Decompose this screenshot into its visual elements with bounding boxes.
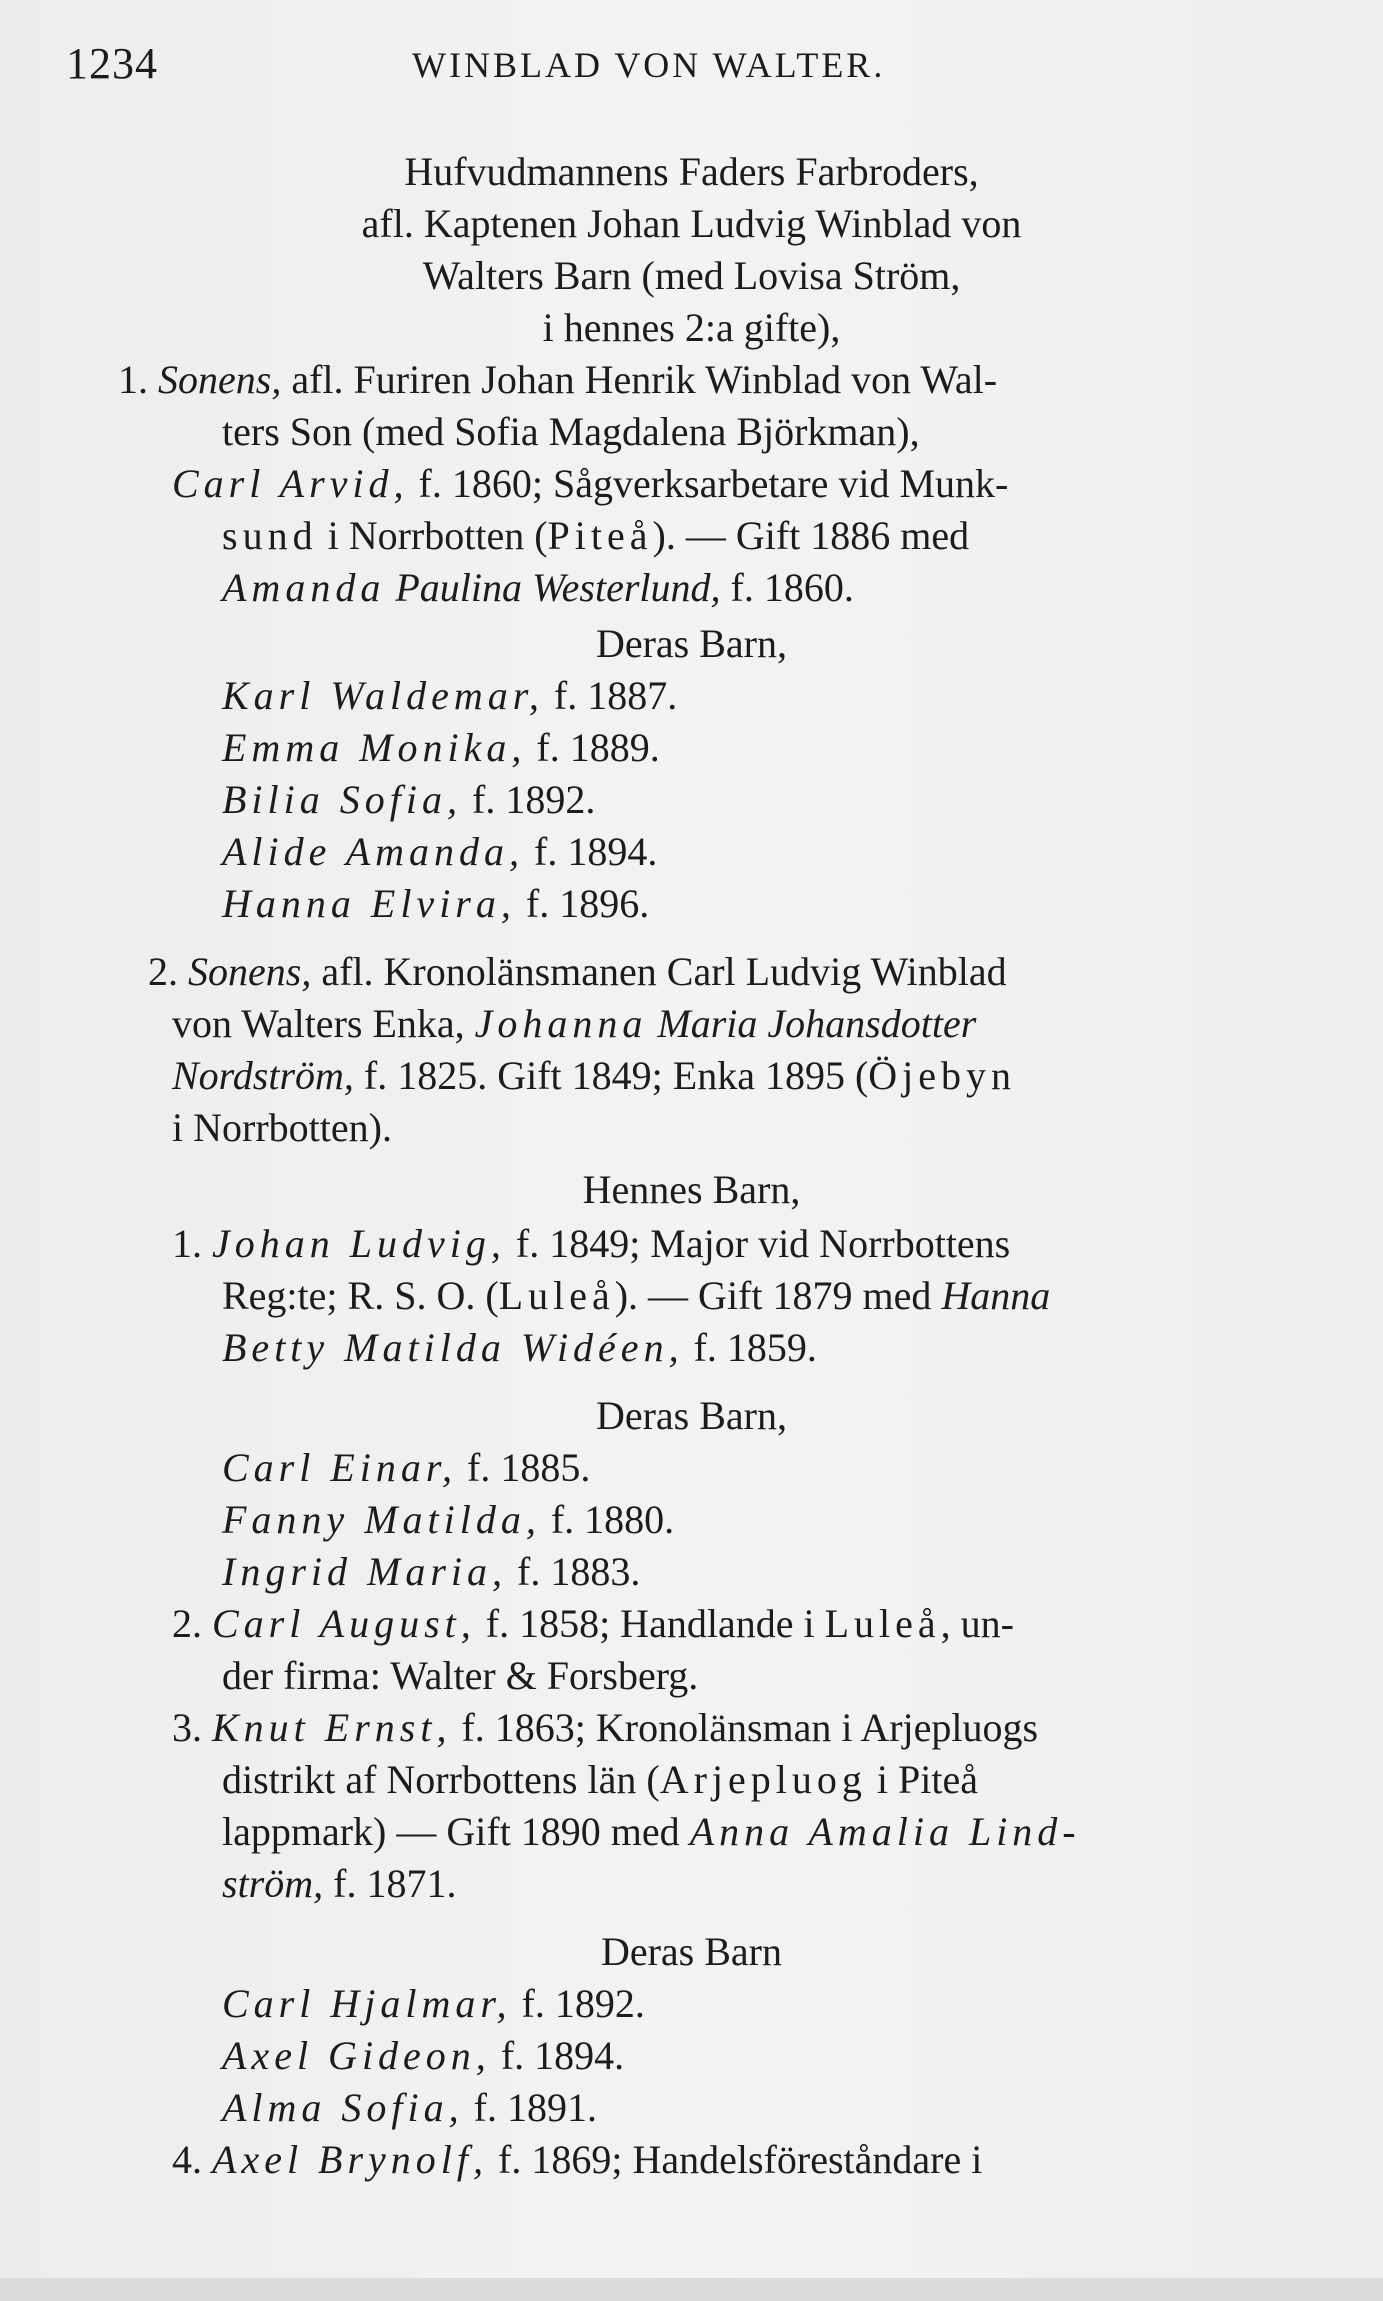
entry-line bbox=[222, 564, 854, 612]
entry-line bbox=[172, 2136, 982, 2184]
child-line bbox=[222, 1980, 645, 2028]
entry-text: f. 1883. bbox=[507, 1549, 641, 1594]
person-name: Johanna bbox=[474, 1001, 648, 1046]
page-number: 1234 bbox=[66, 39, 158, 88]
person-name: Bilia Sofia, bbox=[222, 777, 462, 822]
intro-line: Hufvudmannens Faders Farbroders, bbox=[404, 149, 979, 194]
entry-line bbox=[222, 1272, 1050, 1320]
entry-text: afl. Furiren Johan Henrik Winblad von Wal- bbox=[281, 357, 998, 402]
place-name: Öjebyn bbox=[868, 1053, 1017, 1098]
intro-line: i hennes 2:a gifte), bbox=[542, 305, 841, 350]
person-name: Betty Matilda Widéen, bbox=[222, 1325, 684, 1370]
entry-text: i Piteå bbox=[866, 1757, 978, 1802]
entry-text: f. 1849; Major vid Norrbottens bbox=[505, 1221, 1011, 1266]
entry-role: Sonens, bbox=[158, 357, 282, 402]
entry-number: 2. bbox=[172, 1601, 202, 1646]
person-name: Carl Einar, bbox=[222, 1445, 458, 1490]
entry-line: der firma: Walter & Forsberg. bbox=[222, 1653, 699, 1698]
scan-bottom-edge bbox=[0, 2278, 1383, 2301]
running-head: WINBLAD VON WALTER. bbox=[412, 45, 886, 85]
child-line bbox=[222, 724, 660, 772]
entry-text: lappmark) — Gift 1890 med bbox=[222, 1809, 690, 1854]
entry-text: distrikt af Norrbottens län ( bbox=[222, 1757, 660, 1802]
entry-text: f. 1892. bbox=[462, 777, 596, 822]
entry-text: f. 1871. bbox=[323, 1861, 457, 1906]
entry-text: von Walters Enka, bbox=[172, 1001, 475, 1046]
entry-text: f. 1891. bbox=[463, 2085, 597, 2130]
person-name: Knut Ernst, bbox=[212, 1705, 452, 1750]
place-name: Luleå bbox=[498, 1273, 615, 1318]
person-name: Nordström, bbox=[172, 1053, 354, 1098]
entry-number: 4. bbox=[172, 2137, 202, 2182]
child-line bbox=[222, 828, 657, 876]
person-name: Hanna Elvira, bbox=[222, 881, 516, 926]
entry-text: i Norrbotten ( bbox=[317, 513, 548, 558]
page-header bbox=[66, 38, 1317, 98]
person-name: Ingrid Maria, bbox=[222, 1549, 507, 1594]
child-line bbox=[222, 880, 649, 928]
entry-text: f. 1863; Kronolänsman i Arjepluogs bbox=[451, 1705, 1039, 1750]
child-line bbox=[222, 1548, 640, 1596]
person-name: Maria Johansdotter bbox=[647, 1001, 977, 1046]
entry-text: f. 1869; Handelsföreståndare i bbox=[488, 2137, 983, 2182]
place-name: Arjepluog bbox=[659, 1757, 867, 1802]
child-line bbox=[222, 2084, 597, 2132]
person-name: Emma Monika, bbox=[222, 725, 527, 770]
entry-line bbox=[172, 1600, 1014, 1648]
child-line bbox=[222, 1444, 590, 1492]
entry-text: f. 1887. bbox=[543, 673, 678, 718]
person-name: Johan Ludvig, bbox=[212, 1221, 506, 1266]
entry-text: f. 1880. bbox=[540, 1497, 675, 1542]
person-name: Carl Hjalmar, bbox=[222, 1981, 512, 2026]
person-name: Karl Waldemar, bbox=[222, 673, 544, 718]
entry-line bbox=[222, 512, 969, 560]
entry-text: f. 1889. bbox=[526, 725, 660, 770]
entry-text: Reg:te; R. S. O. ( bbox=[222, 1273, 499, 1318]
person-name: Axel Brynolf, bbox=[212, 2137, 489, 2182]
person-name: Amanda bbox=[222, 565, 386, 610]
entry-text: , un- bbox=[940, 1601, 1014, 1646]
children-heading: Deras Barn bbox=[600, 1929, 783, 1974]
child-line bbox=[222, 2032, 624, 2080]
entry-text: f. 1859. bbox=[683, 1325, 817, 1370]
entry-number: 1. bbox=[172, 1221, 202, 1266]
entry-text: f. 1858; Handlande i bbox=[475, 1601, 825, 1646]
person-name: Axel Gideon, bbox=[222, 2033, 491, 2078]
place-name: Luleå bbox=[824, 1601, 941, 1646]
entry-text: f. 1896. bbox=[515, 881, 650, 926]
entry-line bbox=[148, 948, 1007, 996]
entry-text: f. 1894. bbox=[490, 2033, 625, 2078]
person-name: ström, bbox=[222, 1861, 324, 1906]
entry-number: 1. bbox=[118, 357, 148, 402]
entry-number: 2. bbox=[148, 949, 178, 994]
children-heading: Deras Barn, bbox=[595, 1393, 788, 1438]
entry-text: f. 1894. bbox=[524, 829, 658, 874]
entry-line bbox=[222, 1324, 817, 1372]
entry-line bbox=[172, 1220, 1010, 1268]
entry-line: i Norrbotten). bbox=[172, 1105, 392, 1150]
person-name: Carl August, bbox=[212, 1601, 476, 1646]
entry-text: f. 1885. bbox=[457, 1445, 591, 1490]
place-name: sund bbox=[222, 513, 318, 558]
entry-line bbox=[222, 1808, 1081, 1856]
child-line bbox=[222, 776, 595, 824]
person-name: Alma Sofia, bbox=[222, 2085, 464, 2130]
entry-text: f. 1825. Gift 1849; Enka 1895 ( bbox=[353, 1053, 869, 1098]
child-line bbox=[222, 672, 677, 720]
entry-line bbox=[172, 1704, 1038, 1752]
entry-line bbox=[172, 1052, 1016, 1100]
entry-text: afl. Kronolänsmanen Carl Ludvig Winblad bbox=[311, 949, 1007, 994]
person-name: Alide Amanda, bbox=[222, 829, 525, 874]
entry-role: Sonens, bbox=[188, 949, 312, 994]
intro-line: Walters Barn (med Lovisa Ström, bbox=[422, 253, 961, 298]
entry-text: f. 1892. bbox=[511, 1981, 645, 2026]
entry-line bbox=[172, 1000, 976, 1048]
intro-line: afl. Kaptenen Johan Ludvig Winblad von bbox=[361, 201, 1022, 246]
entry-text: ). — Gift 1886 med bbox=[652, 513, 970, 558]
person-name: Hanna bbox=[941, 1273, 1051, 1318]
entry-line bbox=[222, 1860, 456, 1908]
person-name: Carl Arvid, bbox=[172, 461, 409, 506]
children-heading: Deras Barn, bbox=[595, 621, 788, 666]
entry-line bbox=[222, 1756, 978, 1804]
entry-text: ). — Gift 1879 med bbox=[614, 1273, 942, 1318]
entry-line: ters Son (med Sofia Magdalena Björkman), bbox=[222, 409, 920, 454]
entry-text: f. 1860; Sågverksarbetare vid Munk- bbox=[408, 461, 1009, 506]
person-name: Anna Amalia Lind- bbox=[689, 1809, 1081, 1854]
place-name: Piteå bbox=[547, 513, 653, 558]
child-line bbox=[222, 1496, 674, 1544]
entry-line bbox=[118, 356, 997, 404]
person-name: Fanny Matilda, bbox=[222, 1497, 541, 1542]
person-name: Paulina Westerlund, bbox=[385, 565, 721, 610]
entry-line bbox=[172, 460, 1008, 508]
entry-number: 3. bbox=[172, 1705, 202, 1750]
children-heading: Hennes Barn, bbox=[582, 1167, 801, 1212]
entry-text: f. 1860. bbox=[720, 565, 854, 610]
